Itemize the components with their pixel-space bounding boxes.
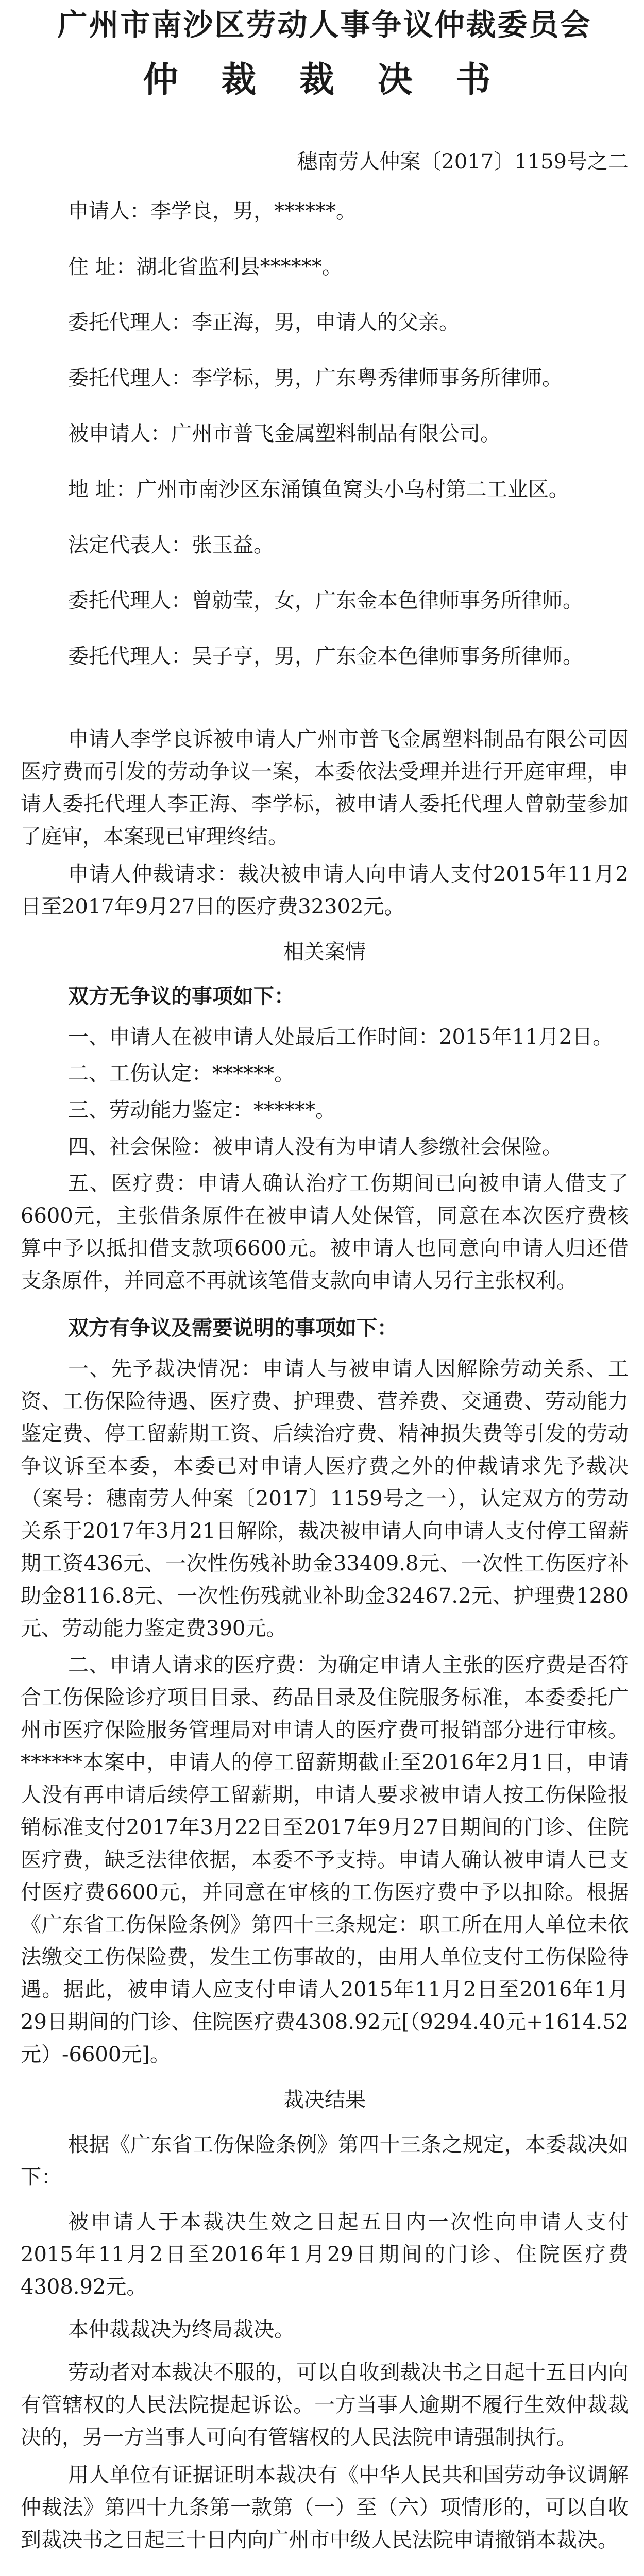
result-heading: 裁决结果 bbox=[283, 2088, 366, 2112]
document-type-title: 仲 裁 裁 决 书 bbox=[143, 59, 506, 100]
facts-heading: 相关案情 bbox=[283, 940, 366, 964]
result-paragraph: 劳动者对本裁决不服的，可以自收到裁决书之日起十五日内向有管辖权的人民法院提起诉讼。一方当事人逾期不履行生效仲裁裁决的，另一方当事人可向有管辖权的人民法院申请强制执行。 bbox=[21, 2361, 629, 2449]
result-paragraph: 被申请人于本裁决生效之日起五日内一次性向申请人支付2015年11月2日至2016年1月29日期间的门诊、住院医疗费4308.92元。 bbox=[21, 2210, 629, 2299]
undisputed-heading: 双方无争议的事项如下： bbox=[68, 984, 295, 1008]
result-paragraph: 用人单位有证据证明本裁决有《中华人民共和国劳动争议调解仲裁法》第四十九条第一款第（一）至（六）项情形的，可以自收到裁决书之日起三十日内向广州市中级人民法院申请撤销本裁决。 bbox=[21, 2463, 629, 2552]
result-paragraph: 本仲裁裁决为终局裁决。 bbox=[68, 2318, 295, 2342]
undisputed-item: 四、社会保险：被申请人没有为申请人参缴社会保险。 bbox=[68, 1135, 563, 1159]
commission-title: 广州市南沙区劳动人事争议仲裁委员会 bbox=[57, 7, 592, 42]
disputed-item: 一、先予裁决情况：申请人与被申请人因解除劳动关系、工资、工伤保险待遇、医疗费、护理费、营养费、交通费、劳动能力鉴定费、停工留薪期工资、后续治疗费、精神损失费等引发的劳动争议诉至本委，本委已对申请人医疗费之外的仲裁请求先予裁决（案号：穗南劳人仲案〔2017〕1159号之一），认定双方的劳动关系于2017年3月21日解除，裁决被申请人向申请人支付停工留薪期工资436元、一次性伤残补助金33409.8元、一次性工伤医疗补助金8116.8元、一次性伤残就业补助金32467.2元、护理费1280元、劳动能力鉴定费390元。 bbox=[21, 1357, 629, 1640]
party-agent-3: 委托代理人：曾勍莹，女，广东金本色律师事务所律师。 bbox=[68, 589, 583, 613]
undisputed-item: 二、工伤认定：******。 bbox=[68, 1062, 295, 1086]
party-respondent: 被申请人：广州市普飞金属塑料制品有限公司。 bbox=[68, 422, 501, 446]
parties-section bbox=[21, 196, 629, 672]
party-applicant: 申请人：李学良，男，******。 bbox=[68, 199, 357, 223]
disputed-heading: 双方有争议及需要说明的事项如下： bbox=[68, 1316, 398, 1340]
claim-paragraph: 申请人仲裁请求：裁决被申请人向申请人支付2015年11月2日至2017年9月27日的医疗费32302元。 bbox=[21, 862, 629, 919]
party-respondent-address: 地 址：广州市南沙区东涌镇鱼窝头小乌村第二工业区。 bbox=[68, 478, 569, 501]
undisputed-item: 五、医疗费：申请人确认治疗工伤期间已向被申请人借支了6600元，主张借条原件在被申请人处保管，同意在本次医疗费核算中予以抵扣借支款项6600元。被申请人也同意向申请人归还借支条原件，并同意不再就该笔借支款向申请人另行主张权利。 bbox=[21, 1172, 629, 1293]
party-agent-2: 委托代理人：李学标，男，广东粤秀律师事务所律师。 bbox=[68, 366, 563, 390]
party-applicant-address: 住 址：湖北省监利县******。 bbox=[68, 255, 343, 279]
party-legal-representative: 法定代表人：张玉益。 bbox=[68, 533, 274, 557]
party-agent-4: 委托代理人：吴子亨，男，广东金本色律师事务所律师。 bbox=[68, 645, 583, 668]
disputed-item: 二、申请人请求的医疗费：为确定申请人主张的医疗费是否符合工伤保险诊疗项目目录、药品目录及住院服务标准，本委委托广州市医疗保险服务管理局对申请人的医疗费可报销部分进行审核。******本案中，申请人的停工留薪期截止至2016年2月1日，申请人没有再申请后续停工留薪期，申请人要求被申请人按工伤保险报销标准支付2017年3月22日至2017年9月27日期间的门诊、住院医疗费，缺乏法律依据，本委不予支持。申请人确认被申请人已支付医疗费6600元，并同意在审核的工伤医疗费中予以扣除。根据《广东省工伤保险条例》第四十三条规定：职工所在用人单位未依法缴交工伤保险费，发生工伤事故的，由用人单位支付工伤保险待遇。据此，被申请人应支付申请人2015年11月2日至2016年1月29日期间的门诊、住院医疗费4308.92元[（9294.40元+1614.52元）-6600元]。 bbox=[21, 1653, 629, 2066]
intro-paragraph: 申请人李学良诉被申请人广州市普飞金属塑料制品有限公司因医疗费而引发的劳动争议一案，本委依法受理并进行开庭审理，申请人委托代理人李正海、李学标，被申请人委托代理人曾勍莹参加了庭审，本案现已审理终结。 bbox=[21, 727, 629, 849]
undisputed-item: 一、申请人在被申请人处最后工作时间：2015年11月2日。 bbox=[68, 1025, 614, 1049]
case-number: 穗南劳人仲案〔2017〕1159号之二 bbox=[297, 150, 629, 174]
undisputed-item: 三、劳动能力鉴定：******。 bbox=[68, 1098, 336, 1122]
party-agent-1: 委托代理人：李正海，男，申请人的父亲。 bbox=[68, 311, 460, 334]
result-paragraph: 根据《广东省工伤保险条例》第四十三条之规定，本委裁决如下： bbox=[21, 2133, 629, 2189]
